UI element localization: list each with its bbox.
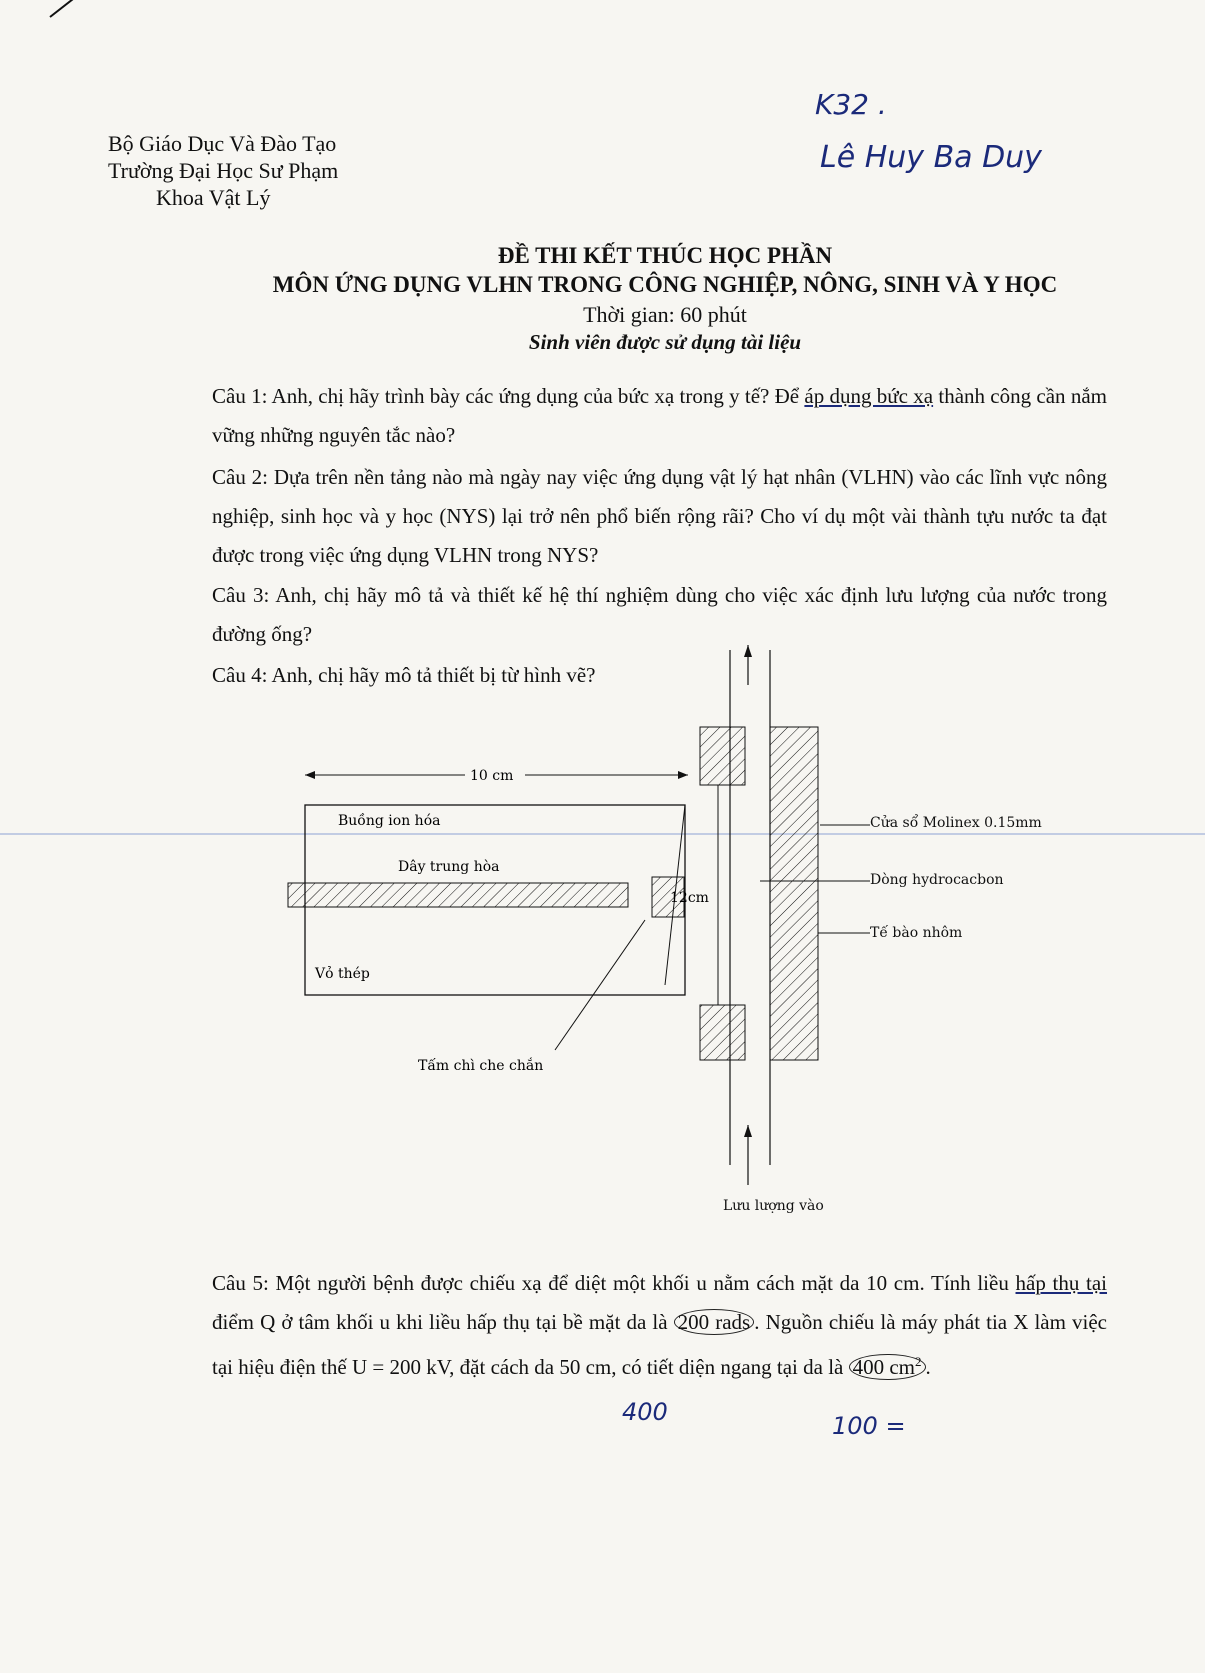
hydrocarbon-flow-label: Dòng hydrocacbon (870, 872, 1004, 888)
exam-note: Sinh viên được sử dụng tài liệu (528, 330, 802, 354)
aluminum-cell-bottom (700, 1005, 745, 1060)
dimension-label: 12cm (670, 890, 709, 906)
question-4: Câu 4: Anh, chị hãy mô tả thiết bị từ hình vẽ? (212, 663, 596, 687)
ministry: Bộ Giáo Dục Và Đào Tạo (108, 131, 337, 156)
aluminum-cell-left (700, 727, 745, 785)
underlined-phrase: áp dụng bức xạ (804, 384, 934, 408)
question-1: Câu 1: Anh, chị hãy trình bày các ứng dụng của bức xạ trong y tế? Để áp dụng bức xạ thành công cần nắm vững những nguyên tắc nào? (212, 384, 1107, 447)
underlined-phrase: hấp thụ tại (1015, 1271, 1108, 1295)
pen-stroke (49, 0, 90, 18)
handwritten-note-1: 400 (622, 1398, 668, 1426)
window-label: Cửa sổ Molinex 0.15mm (870, 815, 1042, 831)
handwritten-class: K32 . (815, 88, 887, 121)
exam-title: ĐỀ THI KẾT THÚC HỌC PHẦN (497, 243, 833, 268)
circled-value: 400 $cm^2$ (849, 1354, 926, 1380)
aluminum-cell-right (770, 727, 818, 1060)
handwritten-note-2: 100 = (832, 1412, 906, 1440)
wire-label: Dây trung hòa (398, 859, 500, 875)
inflow-label: Lưu lượng vào (723, 1198, 824, 1214)
device-diagram (270, 645, 870, 1220)
question-5: Câu 5: Một người bệnh được chiếu xạ để diệt một khối u nằm cách mặt da 10 cm. Tính liều hấp thụ tại điểm Q ở tâm khối u khi liều hấp thụ tại bề mặt da là 200 rads . Nguồn chiếu là máy phát tia X làm việc tại hiệu điện thế U = 200 kV, đặt cách da 50 cm, có tiết diện ngang tại da là 400 $cm^2$ . (212, 1271, 1108, 1379)
neutral-wire (288, 883, 628, 907)
question-2: Câu 2: Dựa trên nền tảng nào mà ngày nay việc ứng dụng vật lý hạt nhân (VLHN) vào các lĩnh vực nông nghiệp, sinh học và y học (NYS) lại trở nên phổ biến rộng rãi? Cho ví dụ một vài thành tựu nước ta đạt được trong việc ứng dụng VLHN trong NYS? (212, 465, 1107, 567)
question-3: Câu 3: Anh, chị hãy mô tả và thiết kế hệ thí nghiệm dùng cho việc xác định lưu lượng của nước trong đường ống? (212, 583, 1107, 646)
course-title: MÔN ỨNG DỤNG VLHN TRONG CÔNG NGHIỆP, NÔNG, SINH VÀ Y HỌC (272, 272, 1058, 297)
shield-label: Tấm chì che chắn (418, 1058, 544, 1074)
chamber-label: Buồng ion hóa (338, 813, 441, 829)
shell-label: Vỏ thép (315, 966, 370, 982)
aluminum-cell-label: Tế bào nhôm (870, 925, 963, 941)
circled-value: 200 rads (674, 1309, 755, 1335)
handwritten-student-name: Lê Huy Ba Duy (820, 140, 1042, 175)
institution-header (108, 130, 338, 211)
exam-duration: Thời gian: 60 phút (583, 302, 747, 327)
length-label: 10 cm (470, 768, 514, 784)
university: Trường Đại Học Sư Phạm (108, 158, 339, 183)
faculty: Khoa Vật Lý (156, 185, 271, 210)
